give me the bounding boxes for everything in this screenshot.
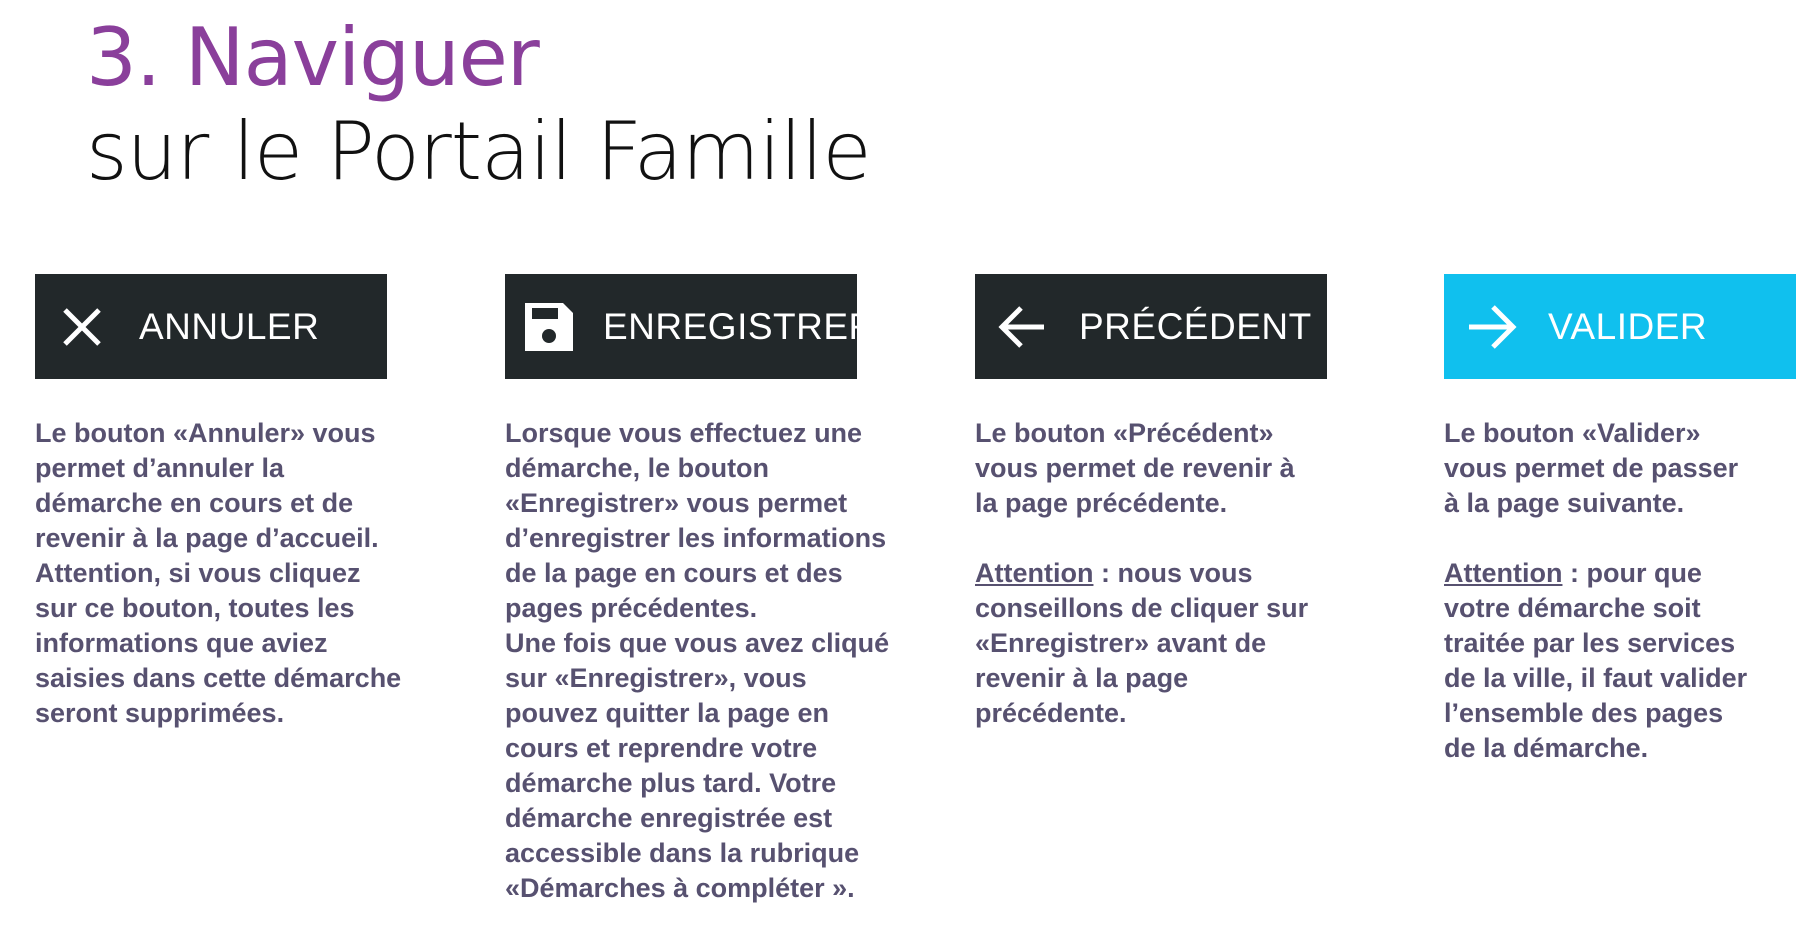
precedent-button-label: PRÉCÉDENT	[1079, 305, 1312, 347]
close-icon	[49, 294, 115, 360]
description-line: «Démarches à compléter ».	[505, 873, 855, 903]
title-subtitle: sur le Portail Famille	[86, 105, 871, 198]
title-main: 3. Naviguer	[86, 11, 539, 104]
annuler-button[interactable]	[35, 274, 387, 379]
precedent-section	[975, 274, 1395, 731]
valider-button-label: VALIDER	[1548, 305, 1708, 347]
description-line: seront supprimées.	[35, 698, 285, 728]
description-line: démarche plus tard. Votre	[505, 768, 837, 798]
page-title	[86, 11, 871, 198]
precedent-description	[975, 416, 1395, 731]
annuler-description	[35, 416, 455, 731]
arrow-right-icon	[1458, 294, 1524, 360]
description-line: Lorsque vous effectuez une	[505, 418, 863, 448]
description-line: sur «Enregistrer», vous	[505, 663, 807, 693]
description-line: accessible dans la rubrique	[505, 838, 860, 868]
description-line: revenir à la page d’accueil.	[35, 523, 379, 553]
annuler-section	[35, 274, 455, 731]
enregistrer-button-label: ENREGISTRER	[603, 305, 876, 347]
warning-label: Attention	[975, 558, 1094, 588]
description-line: pages précédentes.	[505, 593, 758, 623]
enregistrer-button[interactable]	[505, 274, 876, 379]
description-line: la page précédente.	[975, 488, 1228, 518]
description-line: vous permet de passer	[1444, 453, 1739, 483]
warning-line: traitée par les services	[1444, 628, 1736, 658]
valider-section	[1444, 274, 1800, 766]
warning-line: précédente.	[975, 698, 1127, 728]
description-line: cours et reprendre votre	[505, 733, 818, 763]
warning-line: votre démarche soit	[1444, 593, 1701, 623]
description-line: sur ce bouton, toutes les	[35, 593, 355, 623]
description-line: informations que aviez	[35, 628, 328, 658]
description-line: saisies dans cette démarche	[35, 663, 402, 693]
warning-line	[1444, 556, 1800, 591]
description-line: démarche en cours et de	[35, 488, 354, 518]
warning-label: Attention	[1444, 558, 1563, 588]
description-line: Une fois que vous avez cliqué	[505, 628, 890, 658]
paragraph-gap	[1444, 521, 1800, 556]
warning-line: l’ensemble des pages	[1444, 698, 1724, 728]
warning-line	[975, 556, 1395, 591]
description-line: Le bouton «Valider»	[1444, 418, 1701, 448]
description-line: démarche enregistrée est	[505, 803, 833, 833]
description-line: permet d’annuler la	[35, 453, 285, 483]
valider-description	[1444, 416, 1800, 766]
valider-button[interactable]	[1444, 274, 1796, 379]
precedent-button[interactable]	[975, 274, 1327, 379]
description-line: vous permet de revenir à	[975, 453, 1295, 483]
description-line: à la page suivante.	[1444, 488, 1685, 518]
description-line: «Enregistrer» vous permet	[505, 488, 848, 518]
annuler-button-label: ANNULER	[139, 305, 320, 347]
description-line: de la page en cours et des	[505, 558, 843, 588]
warning-text: : nous vous	[1093, 558, 1253, 588]
description-line: Le bouton «Annuler» vous	[35, 418, 376, 448]
warning-line: de la démarche.	[1444, 733, 1649, 763]
paragraph-gap	[975, 521, 1395, 556]
enregistrer-description	[505, 416, 925, 906]
enregistrer-section	[505, 274, 925, 906]
description-line: pouvez quitter la page en	[505, 698, 830, 728]
warning-line: de la ville, il faut valider	[1444, 663, 1748, 693]
description-line: démarche, le bouton	[505, 453, 770, 483]
arrow-left-icon	[989, 294, 1055, 360]
warning-line: conseillons de cliquer sur	[975, 593, 1309, 623]
description-line: Attention, si vous cliquez	[35, 558, 361, 588]
warning-text: : pour que	[1562, 558, 1702, 588]
description-line: Le bouton «Précédent»	[975, 418, 1274, 448]
description-line: d’enregistrer les informations	[505, 523, 887, 553]
save-icon	[519, 294, 579, 360]
warning-line: revenir à la page	[975, 663, 1189, 693]
warning-line: «Enregistrer» avant de	[975, 628, 1267, 658]
